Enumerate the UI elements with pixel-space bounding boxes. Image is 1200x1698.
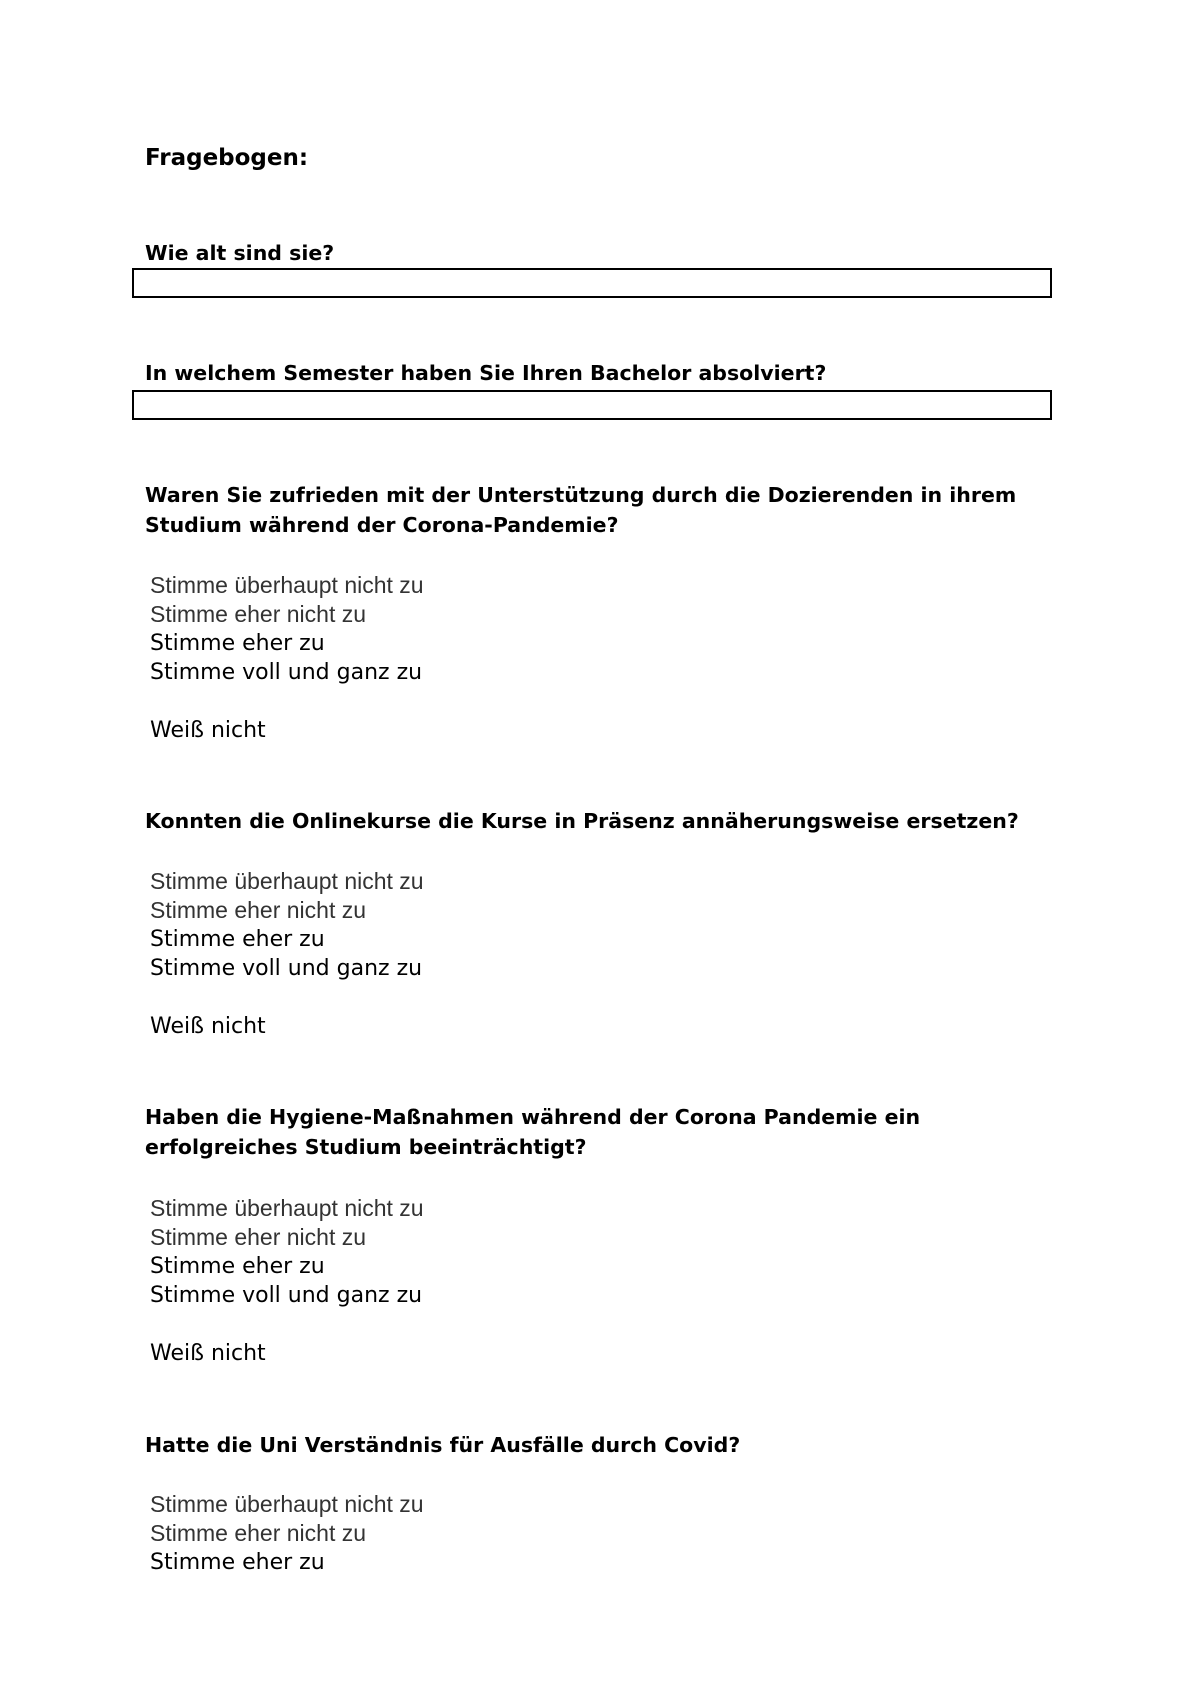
- page-title: Fragebogen:: [145, 145, 309, 171]
- question-lecturer-support-label: Waren Sie zufrieden mit der Unterstützung durch die Dozierenden in ihrem Studium während der Corona-Pandemie?: [145, 483, 1017, 537]
- university-understanding-options: [150, 1490, 424, 1577]
- option-rather-disagree[interactable]: Stimme eher nicht zu: [150, 601, 367, 627]
- online-courses-options: [150, 867, 424, 1041]
- lecturer-support-options: [150, 571, 424, 745]
- option-dont-know[interactable]: Weiß nicht: [150, 1014, 266, 1039]
- age-answer-field[interactable]: [132, 268, 1052, 298]
- option-strongly-disagree[interactable]: Stimme überhaupt nicht zu: [150, 572, 424, 598]
- option-strongly-agree[interactable]: Stimme voll und ganz zu: [150, 1283, 423, 1308]
- question-online-courses-label: Konnten die Onlinekurse die Kurse in Präsenz annäherungsweise ersetzen?: [145, 809, 1019, 833]
- question-age-label: Wie alt sind sie?: [145, 241, 335, 265]
- option-strongly-disagree[interactable]: Stimme überhaupt nicht zu: [150, 1491, 424, 1517]
- question-hygiene-measures-label: Haben die Hygiene-Maßnahmen während der Corona Pandemie ein erfolgreiches Studium beeinträchtigt?: [145, 1105, 921, 1159]
- option-rather-agree[interactable]: Stimme eher zu: [150, 1254, 325, 1279]
- option-rather-disagree[interactable]: Stimme eher nicht zu: [150, 1224, 367, 1250]
- option-strongly-agree[interactable]: Stimme voll und ganz zu: [150, 956, 423, 981]
- question-semester-label: In welchem Semester haben Sie Ihren Bachelor absolviert?: [145, 361, 827, 385]
- option-rather-agree[interactable]: Stimme eher zu: [150, 631, 325, 656]
- question-university-understanding-label: Hatte die Uni Verständnis für Ausfälle durch Covid?: [145, 1433, 741, 1457]
- option-strongly-disagree[interactable]: Stimme überhaupt nicht zu: [150, 868, 424, 894]
- option-strongly-disagree[interactable]: Stimme überhaupt nicht zu: [150, 1195, 424, 1221]
- option-rather-agree[interactable]: Stimme eher zu: [150, 927, 325, 952]
- option-dont-know[interactable]: Weiß nicht: [150, 718, 266, 743]
- option-strongly-agree[interactable]: Stimme voll und ganz zu: [150, 660, 423, 685]
- option-rather-disagree[interactable]: Stimme eher nicht zu: [150, 1520, 367, 1546]
- option-dont-know[interactable]: Weiß nicht: [150, 1341, 266, 1366]
- option-rather-disagree[interactable]: Stimme eher nicht zu: [150, 897, 367, 923]
- semester-answer-field[interactable]: [132, 390, 1052, 420]
- option-rather-agree[interactable]: Stimme eher zu: [150, 1550, 325, 1575]
- hygiene-measures-options: [150, 1194, 424, 1368]
